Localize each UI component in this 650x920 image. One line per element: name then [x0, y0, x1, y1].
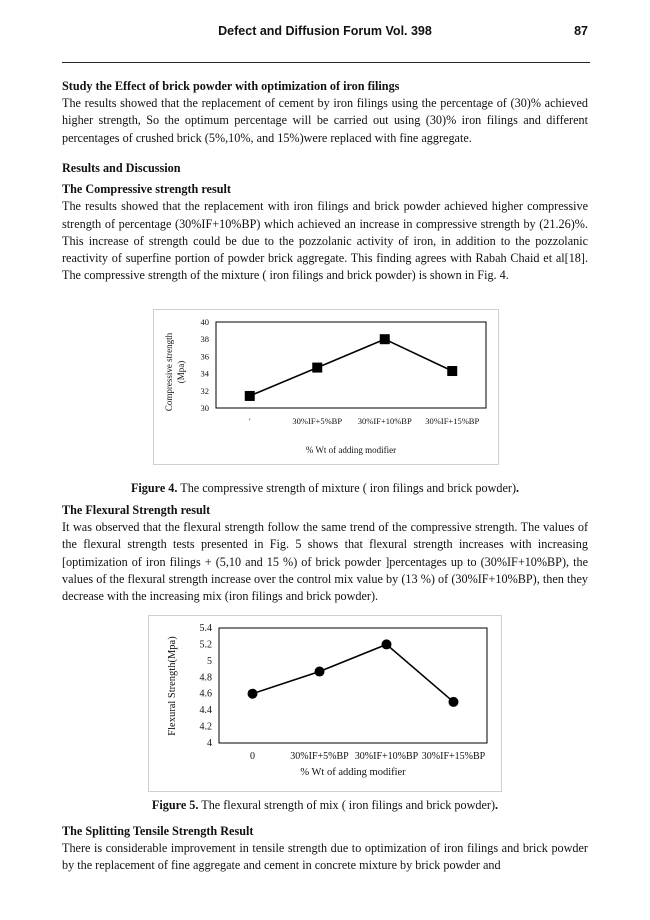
running-head [62, 24, 588, 44]
x-axis-label: % Wt of adding modifier [300, 767, 406, 778]
x-tick-label: 0 [250, 751, 255, 762]
data-point [312, 363, 322, 373]
x-tick-label: 30%IF+10%BP [354, 751, 419, 762]
figure-caption-text: The compressive strength of mixture ( iron filings and brick powder) [177, 481, 517, 495]
data-point [447, 366, 457, 376]
paragraph: It was observed that the flexural strength follow the same trend of the compressive strength. The values of the flexural strength tests presented in Fig. 5 shows that flexural strength increases with increasing [optimization of iron filings + (5,10 and 15 %) of brick powder ]percentages up to (30%IF+10%BP), the values of the flexural strength increase over the control mix value by (13 %) of (30%IF+10%BP), then they decrease with the increasing mix (iron filings and brick powder). [62, 520, 588, 604]
y-axis-label: (Mpa) [176, 360, 186, 384]
y-axis-label: Compressive strength [164, 332, 174, 412]
paragraph: There is considerable improvement in tensile strength due to optimization of iron filings and brick powder by the replacement of fine aggregate and cement in concrete mixture by brick powder and [62, 841, 588, 873]
section-flexural [62, 502, 588, 605]
page-number: 87 [574, 24, 588, 38]
series-line [250, 339, 453, 396]
y-tick-label: 4.4 [199, 705, 212, 717]
paragraph: The results showed that the replacement with iron filings and brick powder achieved higher compressive strength of percentage (30%IF+10%BP) which achieved an increase in compressive strength by (21.26)%. This increase of strength could be due to the pozzolanic activity of iron, in addition to the pozzolanic reactivity of superfine portion of powder brick aggregate. This finding agrees with Rabah Chaid et al[18]. The compressive strength of the mixture ( iron filings and brick powder) is shown in Fig. 4. [62, 199, 588, 283]
y-tick-label: 4.8 [199, 672, 212, 684]
x-tick-label: 30%IF+5%BP [290, 751, 349, 762]
x-tick-label: 30%IF+10%BP [357, 416, 412, 426]
figure-5-caption [62, 797, 588, 813]
y-tick-label: 38 [200, 334, 209, 345]
y-tick-label: 40 [200, 317, 209, 327]
figure-caption-end: . [495, 798, 499, 812]
data-point [380, 334, 390, 344]
y-tick-label: 36 [200, 351, 209, 362]
figure-caption-end: . [516, 481, 520, 495]
y-tick-label: 5.2 [199, 639, 212, 651]
compressive-strength-chart [154, 310, 498, 464]
figure-label: Figure 4. [130, 481, 178, 495]
y-tick-label: 30 [200, 403, 209, 413]
data-point [248, 689, 258, 699]
x-tick-label: 30%IF+15%BP [421, 751, 486, 762]
x-tick-label: ' [248, 416, 251, 426]
y-tick-label: 4.6 [199, 688, 212, 700]
x-tick-label: 30%IF+15%BP [425, 416, 480, 426]
section-results [62, 160, 588, 284]
figure-4-caption [62, 480, 588, 496]
data-point [315, 667, 325, 677]
data-point [245, 391, 255, 401]
y-axis-label: Flexural Strength(Mpa) [167, 636, 178, 736]
section-heading: Study the Effect of brick powder with optimization of iron filings [62, 79, 400, 93]
plot-area [219, 628, 487, 743]
section-heading: Results and Discussion [62, 161, 181, 175]
figure-label: Figure 5. [151, 798, 199, 812]
subsection-heading: The Compressive strength result [62, 182, 231, 197]
y-tick-label: 4 [207, 738, 212, 749]
y-tick-label: 5 [207, 655, 212, 667]
section-brick-powder [62, 78, 588, 147]
header-rule [62, 62, 590, 63]
y-tick-label: 32 [200, 385, 209, 396]
figure-4-frame [153, 309, 499, 465]
x-axis-label: % Wt of adding modifier [305, 445, 397, 455]
journal-title: Defect and Diffusion Forum Vol. 398 [218, 24, 432, 38]
subsection-heading: The Flexural Strength result [62, 503, 211, 517]
data-point [449, 697, 459, 707]
figure-caption-text: The flexural strength of mix ( iron filings and brick powder) [198, 798, 496, 812]
x-tick-label: 30%IF+5%BP [292, 416, 343, 426]
paragraph: The results showed that the replacement of cement by iron filings using the percentage of (30)% achieved higher strength, So the optimum percentage will be carried out using (30)% iron filings and different percentages of crushed brick (5%,10%, and 15%)were replaced with fine aggregate. [62, 96, 588, 145]
y-tick-label: 4.2 [199, 721, 212, 733]
y-tick-label: 5.4 [199, 623, 212, 634]
data-point [382, 639, 392, 649]
series-line [253, 644, 454, 702]
subsection-heading: The Splitting Tensile Strength Result [62, 824, 254, 838]
figure-5-frame [148, 615, 502, 792]
section-splitting [62, 823, 588, 875]
flexural-strength-chart [149, 616, 501, 791]
y-tick-label: 34 [200, 368, 209, 379]
plot-area [216, 322, 486, 408]
